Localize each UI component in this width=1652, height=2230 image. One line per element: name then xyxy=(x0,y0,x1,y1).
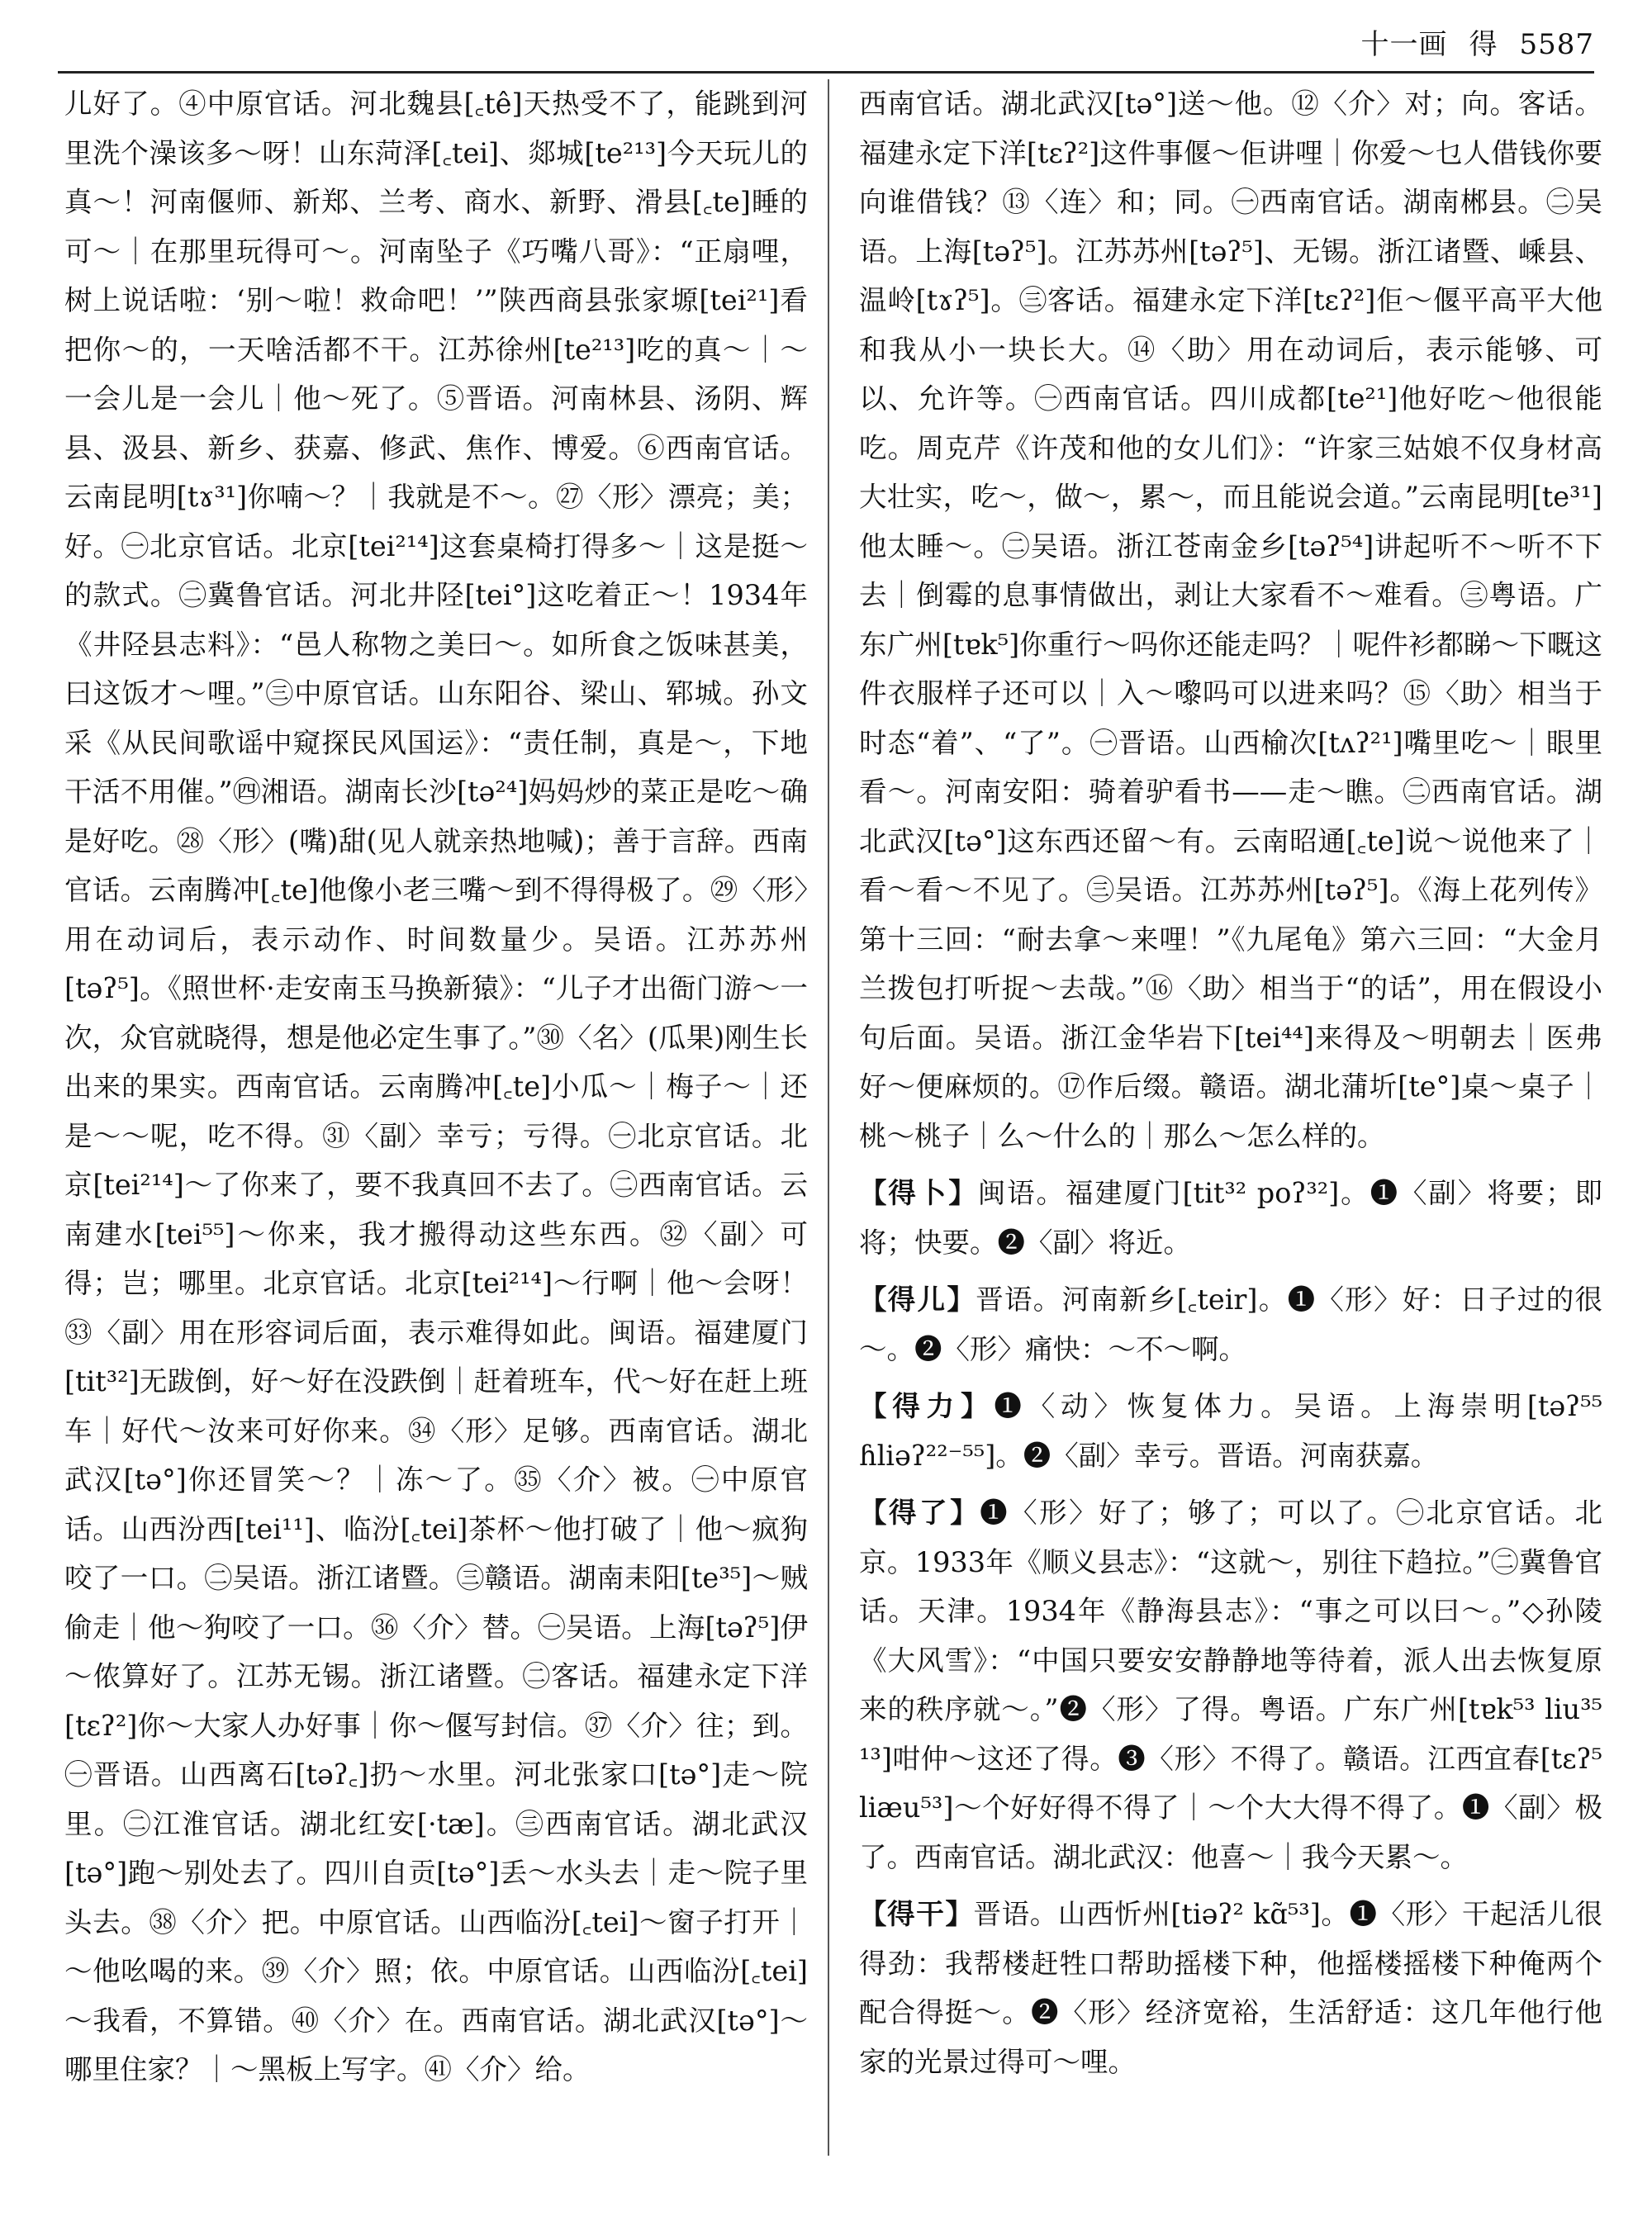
entry-debu xyxy=(859,1169,1602,1267)
entry-body: 晋语。山西忻州[tiəʔ² kɑ̃⁵³]。❶〈形〉干起活儿很得劲：我帮楼赶牲口帮助摇楼下种，他摇楼摇楼下种俺两个配合得挺～。❷〈形〉经济宽裕，生活舒适：这几年他行他家的光景过得可～哩。 xyxy=(859,1898,1602,2078)
page-number: 5587 xyxy=(1519,28,1594,61)
headword: 得力 xyxy=(892,1390,961,1422)
left-column xyxy=(64,79,808,2210)
header-character: 得 xyxy=(1469,28,1498,61)
headword-open-bracket: 【 xyxy=(859,1898,888,1930)
headword: 得了 xyxy=(889,1497,951,1529)
left-column-text: 儿好了。④中原官话。河北魏县[꜀tê]天热受不了，能跳到河里洗个澡该多～呀！山东菏泽[꜀tei]、郯城[te²¹³]今天玩儿的真～！河南偃师、新郑、兰考、商水、新野、滑县[꜀te]睡的可～｜在那里玩得可～。河南坠子《巧嘴八哥》：“正扇哩，树上说话啦：‘别～啦！救命吧！’”陕西商县张家塬[tei²¹]看把你～的，一天啥活都不干。江苏徐州[te²¹³]吃的真～｜～一会儿是一会儿｜他～死了。⑤晋语。河南林县、汤阴、辉县、汲县、新乡、获嘉、修武、焦作、博爱。⑥西南官话。云南昆明[tɤ³¹]你喃～？｜我就是不～。㉗〈形〉漂亮；美；好。㊀北京官话。北京[tei²¹⁴]这套桌椅打得多～｜这是挺～的款式。㊁冀鲁官话。河北井陉[tei°]这吃着正～！1934年《井陉县志料》：“邑人称物之美曰～。如所食之饭味甚美，曰这饭才～哩。”㊂中原官话。山东阳谷、梁山、郓城。孙文采《从民间歌谣中窥探民风国运》：“责任制，真是～，下地干活不用催。”㊃湘语。湖南长沙[tə²⁴]妈妈炒的菜正是吃～确是好吃。㉘〈形〉(嘴)甜(见人就亲热地喊)；善于言辞。西南官话。云南腾冲[꜀te]他像小老三嘴～到不得得极了。㉙〈形〉用在动词后，表示动作、时间数量少。吴语。江苏苏州[təʔ⁵]。《照世杯·走安南玉马换新猿》：“儿子才出衙门游～一次，众官就晓得，想是他必定生事了。”㉚〈名〉(瓜果)刚生长出来的果实。西南官话。云南腾冲[꜀te]小瓜～｜梅子～｜还是～～呢，吃不得。㉛〈副〉幸亏；亏得。㊀北京官话。北京[tei²¹⁴]～了你来了，要不我真回不去了。㊁西南官话。云南建水[tei⁵⁵]～你来，我才搬得动这些东西。㉜〈副〉可得；岂；哪里。北京官话。北京[tei²¹⁴]～行啊｜他～会呀！㉝〈副〉用在形容词后面，表示难得如此。闽语。福建厦门[tit³²]无跋倒，好～好在没跌倒｜赶着班车，代～好在赶上班车｜好代～汝来可好你来。㉞〈形〉足够。西南官话。湖北武汉[tə°]你还冒笑～？｜冻～了。㉟〈介〉被。㊀中原官话。山西汾西[tei¹¹]、临汾[꜀tei]茶杯～他打破了｜他～疯狗咬了一口。㊁吴语。浙江诸暨。㊂赣语。湖南耒阳[te³⁵]～贼偷走｜他～狗咬了一口。㊱〈介〉替。㊀吴语。上海[təʔ⁵]伊～侬算好了。江苏无锡。浙江诸暨。㊁客话。福建永定下洋[tɛʔ²]你～大家人办好事｜你～偃写封信。㊲〈介〉往；到。㊀晋语。山西离石[təʔ꜀]扔～水里。河北张家口[tə°]走～院里。㊁江淮官话。湖北红安[·tæ]。㊂西南官话。湖北武汉[tə°]跑～别处去了。四川自贡[tə°]丢～水头去｜走～院子里头去。㊳〈介〉把。中原官话。山西临汾[꜀tei]～窗子打开｜～他吆喝的来。㊴〈介〉照；依。中原官话。山西临汾[꜀tei]～我看，不算错。㊵〈介〉在。西南官话。湖北武汉[tə°]～哪里住家？｜～黑板上写字。㊶〈介〉给。 xyxy=(64,88,808,2085)
header-rule xyxy=(58,71,1594,74)
headword-open-bracket: 【 xyxy=(859,1497,890,1529)
header-info xyxy=(1360,21,1594,62)
entry-body: ❶〈动〉恢复体力。吴语。上海崇明[təʔ⁵⁵ ɦliəʔ²²⁻⁵⁵]。❷〈副〉幸亏。晋语。河南获嘉。 xyxy=(859,1390,1602,1472)
entry-body: ❶〈形〉好了；够了；可以了。㊀北京官话。北京。1933年《顺义县志》：“这就～，别往下趋拉。”㊁冀鲁官话。天津。1934年《静海县志》：“事之可以曰～。”◇孙陵《大风雪》：“中国只要安安静静地等待着，派人出去恢复原来的秩序就～。”❷〈形〉了得。粤语。广东广州[tɐk⁵³ liu³⁵ ¹³]咁仲～这还了得。❸〈形〉不得了。赣语。江西宜春[tɛʔ⁵ liæu⁵³]～个好好得不得了｜～个大大得不得了。❶〈副〉极了。西南官话。湖北武汉：他喜～｜我今天累～。 xyxy=(859,1497,1602,1873)
entry-body: 闽语。福建厦门[tit³² poʔ³²]。❶〈副〉将要；即将；快要。❷〈副〉将近。 xyxy=(859,1177,1602,1259)
headword: 得干 xyxy=(887,1898,946,1930)
headword-close-bracket: 】 xyxy=(947,1283,976,1316)
headword-open-bracket: 【 xyxy=(859,1283,888,1316)
headword-close-bracket: 】 xyxy=(950,1497,980,1529)
entry-degan xyxy=(859,1890,1602,2086)
entry-deer xyxy=(859,1275,1602,1374)
headword-close-bracket: 】 xyxy=(948,1177,978,1209)
headword-close-bracket: 】 xyxy=(945,1898,974,1930)
stroke-section-label: 十一画 xyxy=(1360,28,1448,61)
headword-close-bracket: 】 xyxy=(961,1390,995,1422)
entry-body: 晋语。河南新乡[꜀teir]。❶〈形〉好：日子过的很～。❷〈形〉痛快：～不～啊。 xyxy=(859,1283,1602,1365)
entry-deli xyxy=(859,1382,1602,1480)
entry-deliao xyxy=(859,1488,1602,1881)
headword: 得儿 xyxy=(887,1283,947,1316)
page-header xyxy=(58,21,1594,68)
headword: 得卜 xyxy=(888,1177,949,1209)
right-column xyxy=(859,79,1602,2210)
headword-open-bracket: 【 xyxy=(859,1390,893,1422)
column-divider xyxy=(828,79,829,2156)
headword-open-bracket: 【 xyxy=(859,1177,889,1209)
right-column-continuation: 西南官话。湖北武汉[tə°]送～他。⑫〈介〉对；向。客话。福建永定下洋[tɛʔ²]这件事偃～佢讲哩｜你爱～乜人借钱你要向谁借钱？⑬〈连〉和；同。㊀西南官话。湖南郴县。㊁吴语。上海[təʔ⁵]。江苏苏州[təʔ⁵]、无锡。浙江诸暨、嵊县、温岭[tɤʔ⁵]。㊂客话。福建永定下洋[tɛʔ²]佢～偃平高平大他和我从小一块长大。⑭〈助〉用在动词后，表示能够、可以、允许等。㊀西南官话。四川成都[te²¹]他好吃～他很能吃。周克芹《许茂和他的女儿们》：“许家三姑娘不仅身材高大壮实，吃～，做～，累～，而且能说会道。”云南昆明[te³¹]他太睡～。㊁吴语。浙江苍南金乡[təʔ⁵⁴]讲起听不～听不下去｜倒霉的息事情做出，剥让大家看不～难看。㊂粤语。广东广州[tɐk⁵]你重行～吗你还能走吗？｜呢件衫都睇～下嘅这件衣服样子还可以｜入～嚟吗可以进来吗？⑮〈助〉相当于时态“着”、“了”。㊀晋语。山西榆次[tʌʔ²¹]嘴里吃～｜眼里看～。河南安阳：骑着驴看书——走～瞧。㊁西南官话。湖北武汉[tə°]这东西还留～有。云南昭通[꜀te]说～说他来了｜看～看～不见了。㊂吴语。江苏苏州[təʔ⁵]。《海上花列传》第十三回：“耐去拿～来哩！”《九尾龟》第六三回：“大金月兰拨包打听捉～去哉。”⑯〈助〉相当于“的话”，用在假设小句后面。吴语。浙江金华岩下[tei⁴⁴]来得及～明朝去｜医弗好～便麻烦的。⑰作后缀。赣语。湖北蒲圻[te°]桌～桌子｜桃～桃子｜么～什么的｜那么～怎么样的。 xyxy=(859,88,1602,1152)
